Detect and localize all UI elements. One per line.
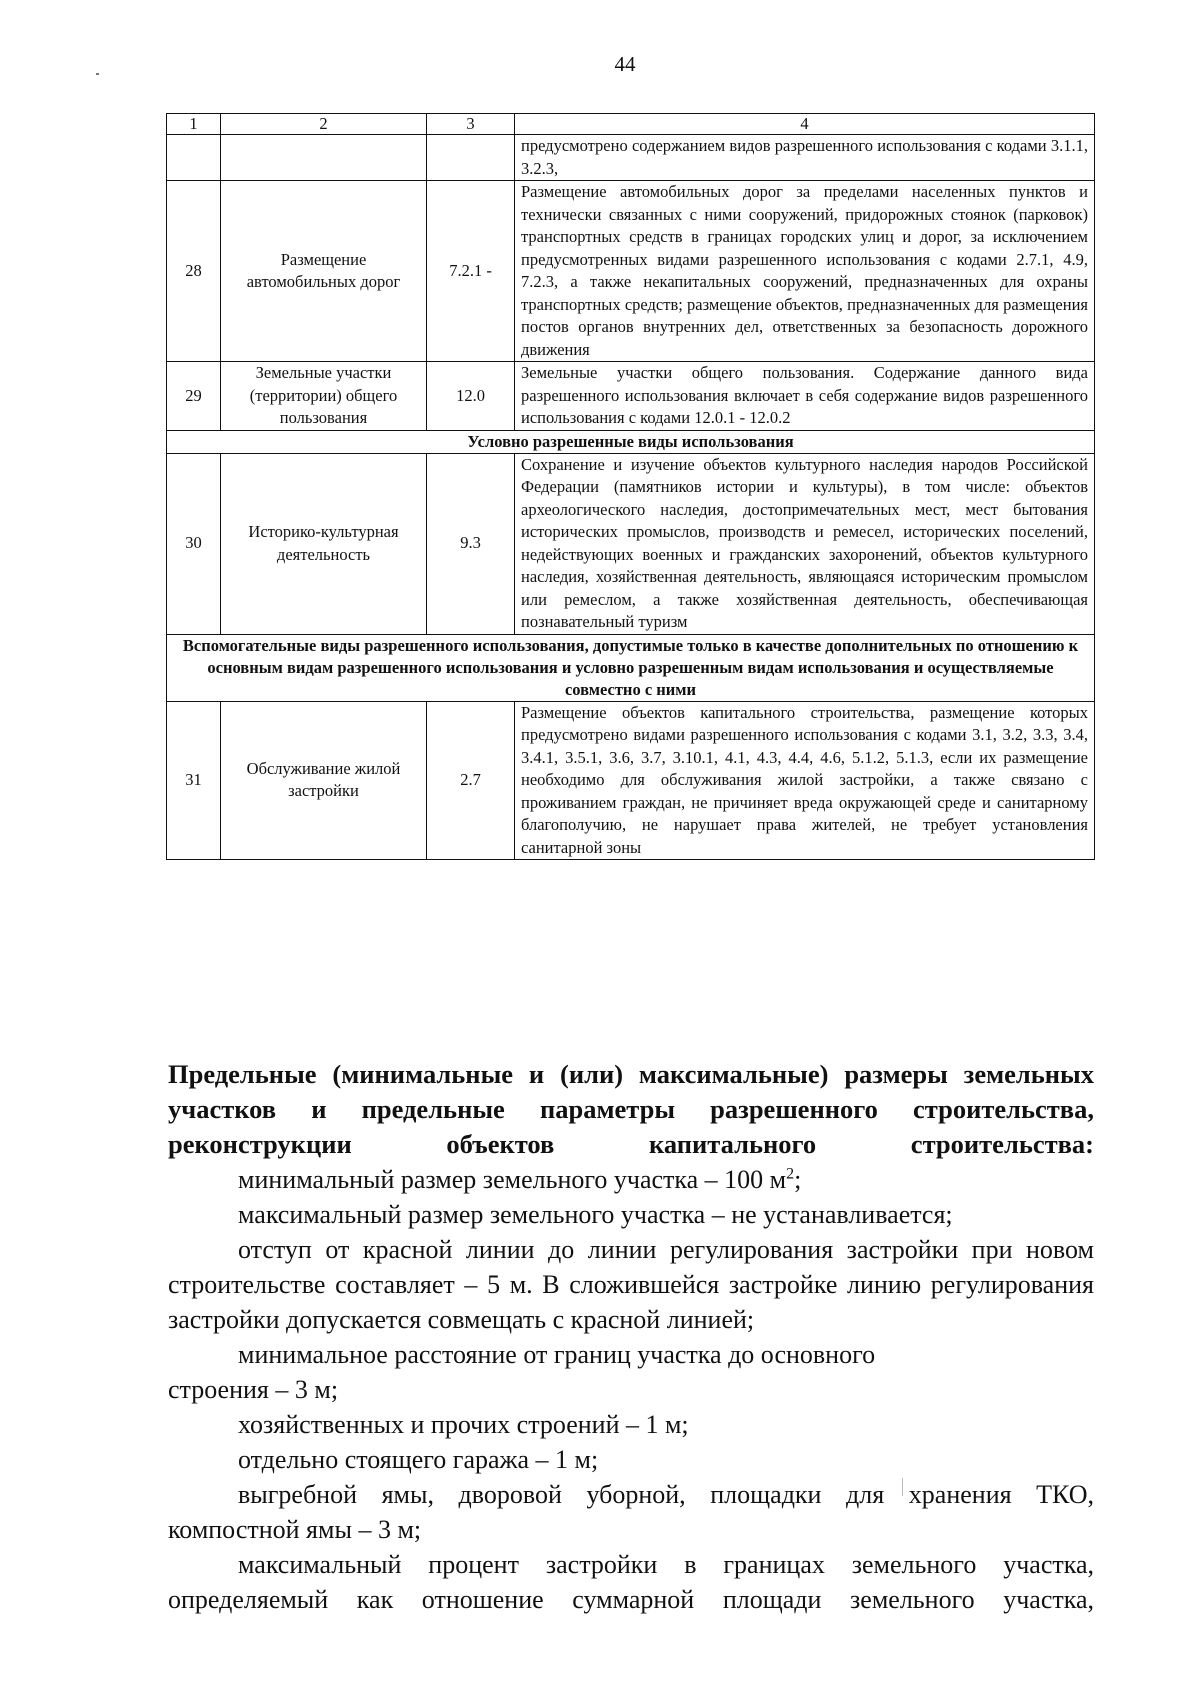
row-number-cell: 28	[167, 181, 221, 362]
row-description-cell: Размещение объектов капитального строительства, размещение которых предусмотрено видами разрешенного использования с кодами 3.1, 3.2, 3.3, 3.4, 3.4.1, 3.5.1, 3.6, 3.7, 3.10.1, 4.1, 4.3, 4.4, 4.6, 5.1.2, 5.1.3, если их размещение необходимо для обслуживания жилой застройки, а также связано с проживанием граждан, не причиняет вреда окружающей среде и санитарному благополучию, не нарушает права жителей, не требует установления санитарной зоны	[515, 701, 1095, 860]
row-code-cell: 12.0	[427, 362, 515, 431]
header-cell-1: 1	[167, 114, 221, 135]
max-plot-size: максимальный размер земельного участка – не устанавливается;	[238, 1200, 953, 1229]
row-name-cell: Обслуживание жилой застройки	[221, 701, 427, 860]
table-row	[167, 362, 1095, 431]
section-heading-auxiliary	[167, 634, 1095, 701]
table-row-continuation	[167, 135, 1095, 181]
table-row	[167, 453, 1095, 634]
row-description-cell: Сохранение и изучение объектов культурного наследия народов Российской Федерации (памятников истории и культуры), в том числе: объектов археологического наследия, достопримечательных мест, мест бытования исторических промыслов, производств и ремесел, исторических поселений, недействующих военных и гражданских захоронений, объектов культурного наследия, хозяйственная деятельность, являющаяся историческим промыслом или ремеслом, а также хозяйственная деятельность, обеспечивающая познавательный туризм	[515, 453, 1095, 634]
min-distance-intro: минимальное расстояние от границ участка до основного	[238, 1340, 876, 1369]
row-code-cell: 2.7	[427, 701, 515, 860]
header-cell-2: 2	[221, 114, 427, 135]
page-number: 44	[614, 52, 636, 76]
section-heading-text: Условно разрешенные виды использования	[167, 430, 1095, 453]
row-description-cell: Размещение автомобильных дорог за пределами населенных пунктов и технически связанных с ними сооружений, придорожных стоянок (парковок) транспортных средств в границах городских улиц и дорог, за исключением предусмотренных видами разрешенного использования с кодами 2.7.1, 4.9, 7.2.3, а также некапитальных сооружений, предназначенных для охраны транспортных средств; размещение объектов, предназначенных для размещения постов органов внутренних дел, ответственных за безопасность дорожного движения	[515, 181, 1095, 362]
row-name-cell: Земельные участки (территории) общего пользования	[221, 362, 427, 431]
superscript: 2	[786, 1165, 795, 1183]
header-cell-3: 3	[427, 114, 515, 135]
table-header-row	[167, 114, 1095, 135]
row-code-cell: 7.2.1 -	[427, 181, 515, 362]
row-code-cell: 9.3	[427, 453, 515, 634]
row-number-cell: 29	[167, 362, 221, 431]
min-distance-main-building: строения – 3 м;	[168, 1375, 339, 1404]
punctuation: ;	[794, 1165, 802, 1194]
min-distance-household: хозяйственных и прочих строений – 1 м;	[238, 1410, 689, 1439]
row-number-cell	[167, 135, 221, 181]
section-heading-text: Вспомогательные виды разрешенного использования, допустимые только в качестве дополнительных по отношению к основным видам разрешенного использования и условно разрешенным видам использования и осуществляемые совместно с ними	[167, 634, 1095, 701]
min-distance-garage: отдельно стоящего гаража – 1 м;	[238, 1445, 599, 1474]
row-description-cell: Земельные участки общего пользования. Содержание данного вида разрешенного использования включает в себя содержание видов разрешенного использования с кодами 12.0.1 - 12.0.2	[515, 362, 1095, 431]
row-name-cell: Размещение автомобильных дорог	[221, 181, 427, 362]
land-use-table	[166, 113, 1095, 860]
table-row	[167, 701, 1095, 860]
red-line-setback: отступ от красной линии до линии регулирования застройки при новом строительстве составляет – 5 м. В сложившейся застройке линию регулирования застройки допускается совмещать с красной линией;	[168, 1235, 1094, 1334]
header-cell-4: 4	[515, 114, 1095, 135]
row-number-cell: 30	[167, 453, 221, 634]
row-code-cell	[427, 135, 515, 181]
min-plot-size-text: минимальный размер земельного участка – 100 м	[238, 1165, 787, 1194]
max-building-percent: максимальный процент застройки в границах земельного участка, определяемый как отношение суммарной площади земельного участка,	[168, 1550, 1094, 1614]
table-row	[167, 181, 1095, 362]
min-plot-size	[168, 1162, 1094, 1197]
section-heading-conditional	[167, 430, 1095, 453]
min-distance-cesspool: выгребной ямы, дворовой уборной, площадки для хранения ТКО, компостной ямы – 3 м;	[168, 1480, 1094, 1544]
parameters-heading: Предельные (минимальные и (или) максимальные) размеры земельных участков и предельные параметры разрешенного строительства, реконструкции объектов капитального строительства:	[168, 1059, 1094, 1159]
row-number-cell: 31	[167, 701, 221, 860]
row-name-cell	[221, 135, 427, 181]
parameters-section	[168, 1057, 1094, 1617]
row-description-cell: предусмотрено содержанием видов разрешенного использования с кодами 3.1.1, 3.2.3,	[515, 135, 1095, 181]
row-name-cell: Историко-культурная деятельность	[221, 453, 427, 634]
